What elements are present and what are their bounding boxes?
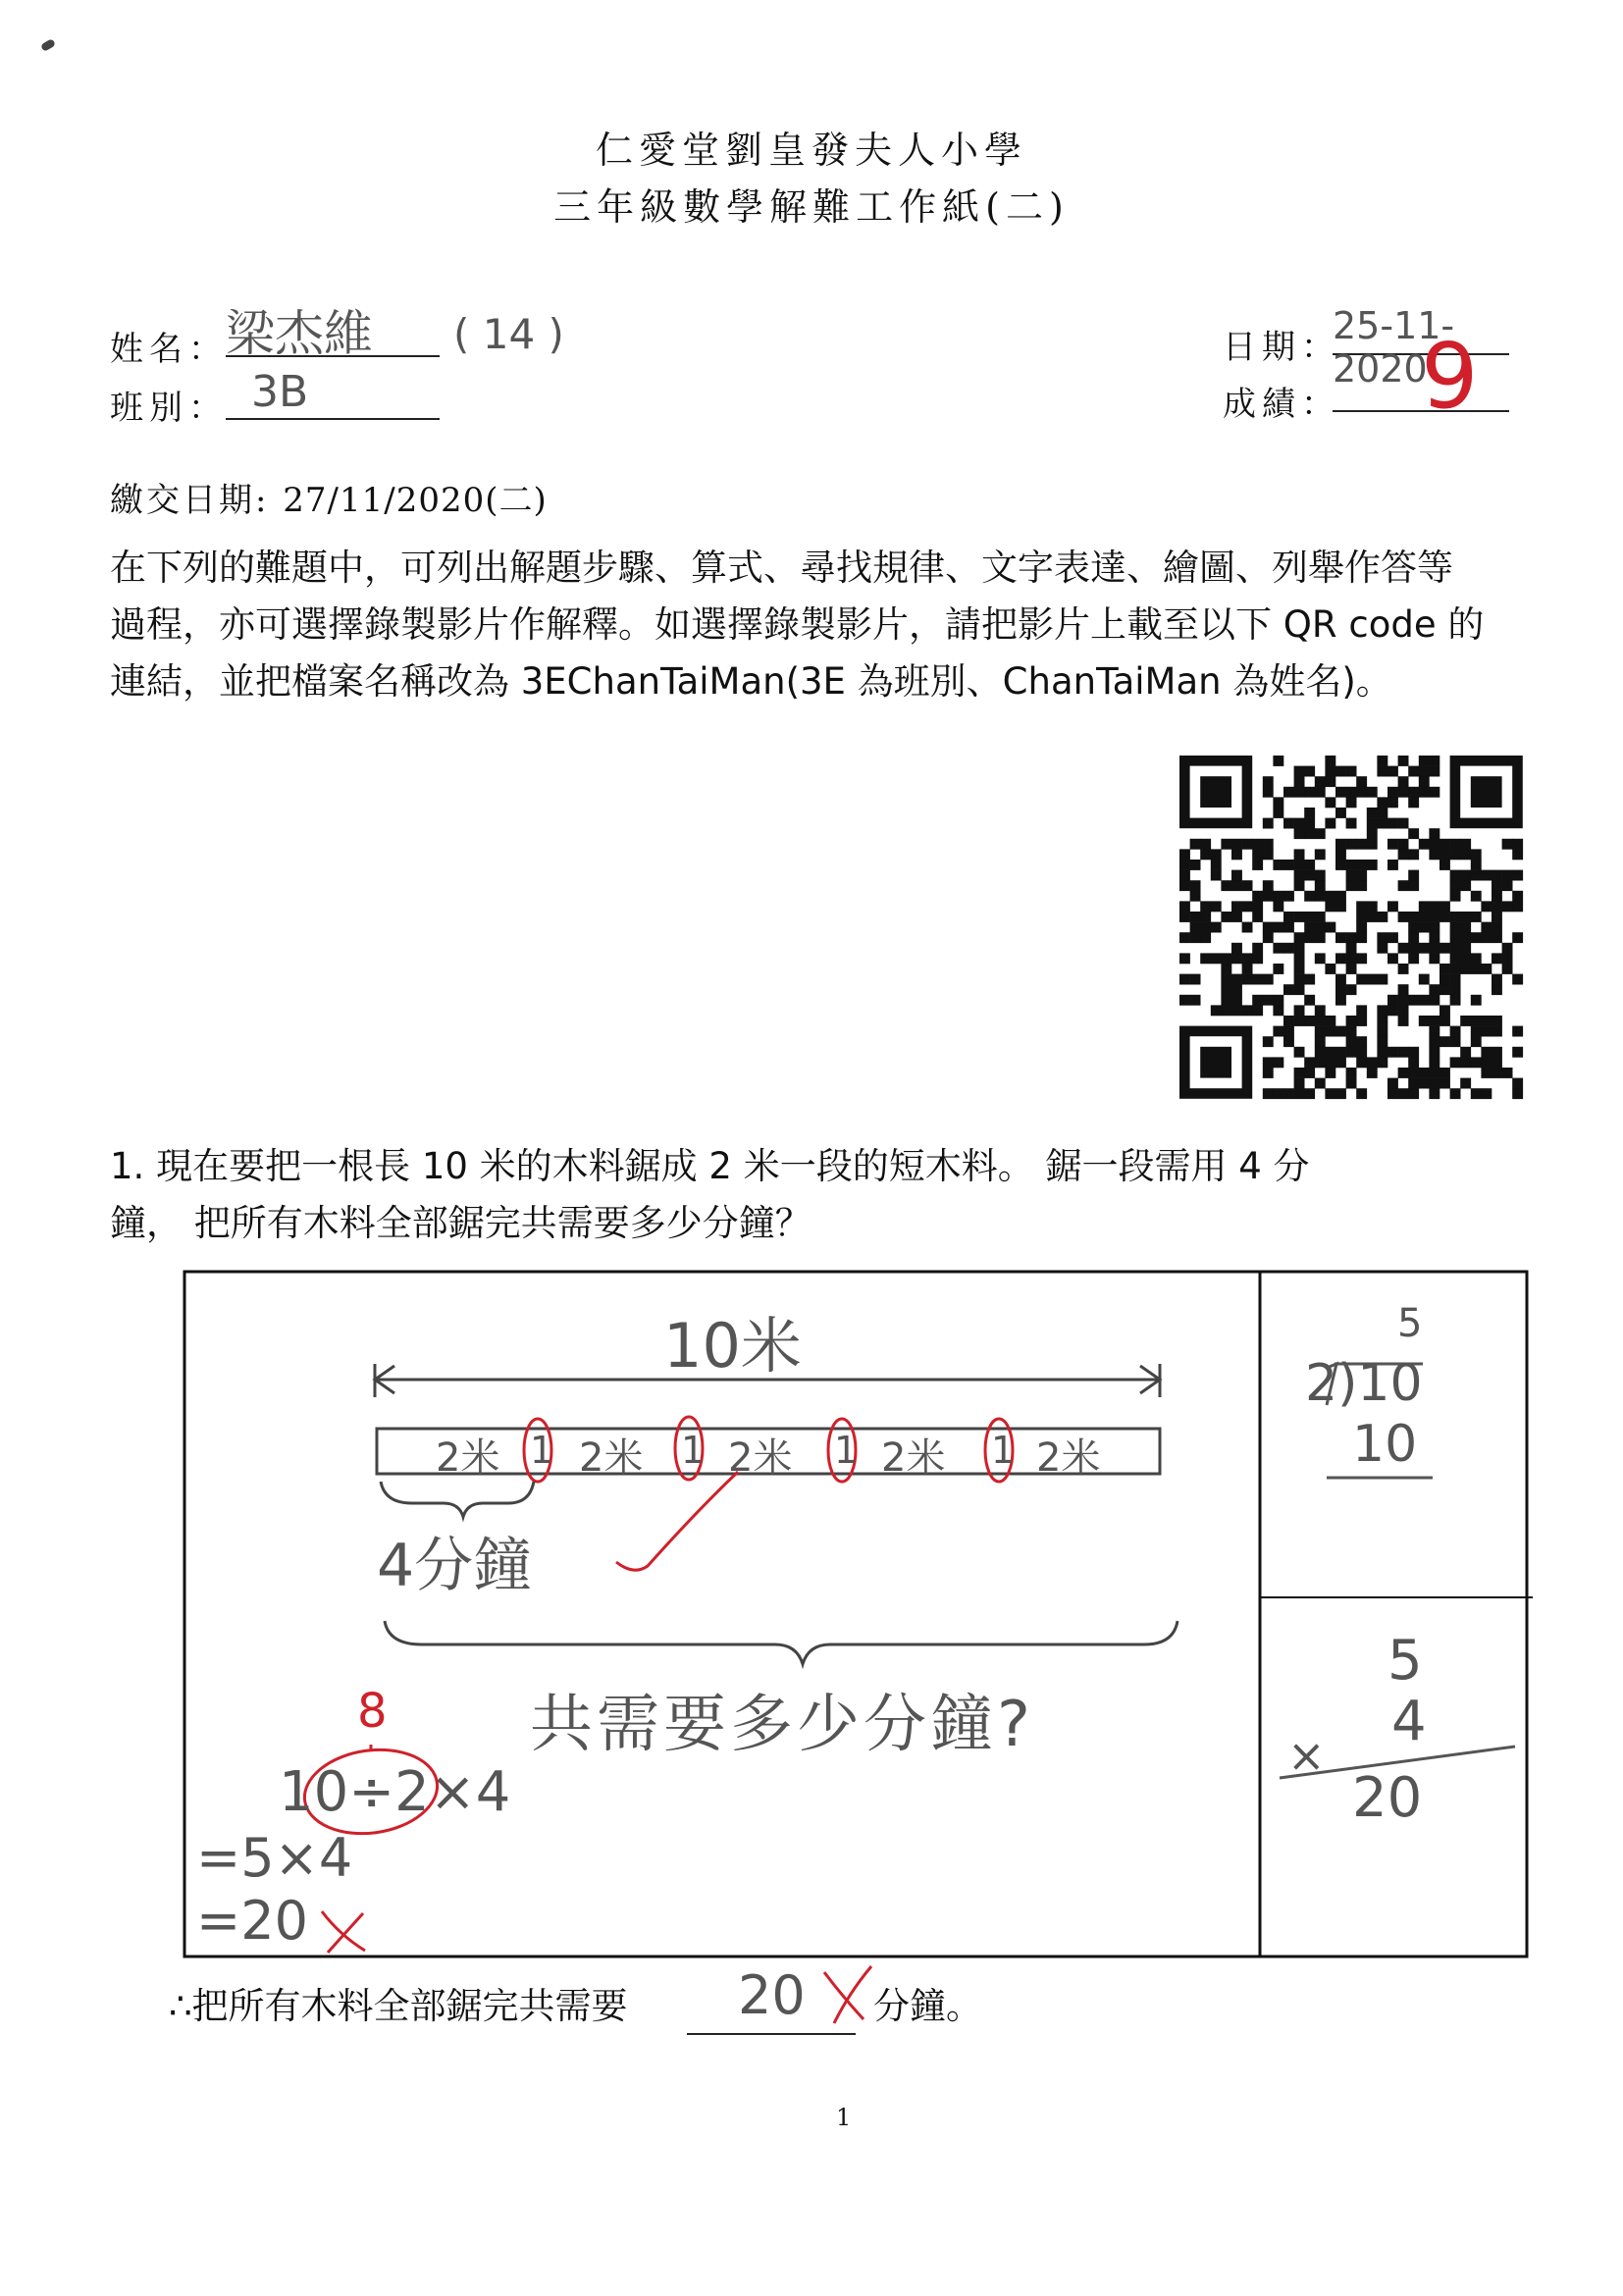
answer-value: 20 bbox=[738, 1964, 806, 2026]
segment-label-2: 2米 bbox=[579, 1435, 644, 1481]
multiplication-result: 20 bbox=[1352, 1766, 1423, 1830]
school-name: 仁愛堂劉皇發夫人小學 bbox=[595, 129, 1027, 172]
segment-brace bbox=[381, 1482, 534, 1517]
score-label: 成績： bbox=[1223, 385, 1340, 424]
cut-mark-3: 1 bbox=[834, 1429, 859, 1472]
answer-suffix: 分鐘。 bbox=[873, 1985, 982, 2027]
segment-label-5: 2米 bbox=[1036, 1435, 1101, 1481]
time-per-cut-label: 4分鐘 bbox=[377, 1532, 533, 1600]
worksheet-title: 三年級數學解難工作紙(二) bbox=[553, 185, 1070, 229]
segment-label-1: 2米 bbox=[436, 1435, 500, 1481]
date-value: 25-11-2020 bbox=[1333, 304, 1509, 355]
total-brace bbox=[385, 1621, 1178, 1664]
instruction-line-2: 過程，亦可選擇錄製影片作解釋。如選擇錄製影片，請把影片上載至以下 QR code 的 bbox=[110, 603, 1485, 646]
page-number: 1 bbox=[836, 2104, 852, 2131]
equation-line-1: 10÷2×4 bbox=[279, 1760, 511, 1824]
teacher-correction: 8 bbox=[357, 1684, 388, 1739]
name-label: 姓名： bbox=[110, 330, 228, 369]
class-number: ( 14 ) bbox=[453, 310, 564, 358]
division-quotient: 5 bbox=[1397, 1301, 1423, 1346]
cut-mark-2: 1 bbox=[681, 1429, 706, 1472]
total-question: 共需要多少分鐘? bbox=[530, 1689, 1034, 1761]
cut-mark-4: 1 bbox=[991, 1429, 1016, 1472]
equation-line-2: =5×4 bbox=[196, 1827, 353, 1889]
date-label: 日期： bbox=[1223, 328, 1340, 367]
submission-label: 繳交日期: bbox=[110, 481, 270, 520]
score-value: 9 bbox=[1421, 324, 1479, 429]
multiplication-top: 5 bbox=[1387, 1629, 1423, 1693]
class-label: 班別： bbox=[110, 389, 228, 428]
class-value: 3B bbox=[226, 367, 440, 420]
instruction-line-3: 連結，並把檔案名稱改為 3EChanTaiMan(3E 為班別、ChanTaiMan 為姓名)。 bbox=[110, 660, 1392, 703]
multiplication-bottom: 4 bbox=[1391, 1690, 1427, 1753]
teacher-check bbox=[616, 1472, 738, 1570]
question-line-1: 1. 現在要把一根長 10 米的木料鋸成 2 米一段的短木料。 鋸一段需用 4 分 bbox=[110, 1145, 1310, 1187]
name-value: 梁杰維 bbox=[226, 294, 440, 357]
cut-mark-1: 1 bbox=[530, 1429, 554, 1472]
multiplication-sign: × bbox=[1287, 1729, 1326, 1782]
division-dividend: 2)10 bbox=[1305, 1354, 1423, 1413]
length-label: 10米 bbox=[663, 1310, 802, 1382]
question-line-2: 鐘， 把所有木料全部鋸完共需要多少分鐘？ bbox=[110, 1202, 812, 1244]
segment-label-4: 2米 bbox=[881, 1435, 946, 1481]
segment-label-3: 2米 bbox=[728, 1435, 793, 1481]
submission-date-value: 27/11/2020(二) bbox=[283, 481, 548, 520]
instruction-line-1: 在下列的難題中，可列出解題步驟、算式、尋找規律、文字表達、繪圖、列舉作答等 bbox=[110, 547, 1453, 589]
division-product: 10 bbox=[1352, 1415, 1418, 1474]
equation-line-3: =20 bbox=[196, 1890, 308, 1952]
answer-prefix: ∴把所有木料全部鋸完共需要 bbox=[169, 1985, 628, 2027]
